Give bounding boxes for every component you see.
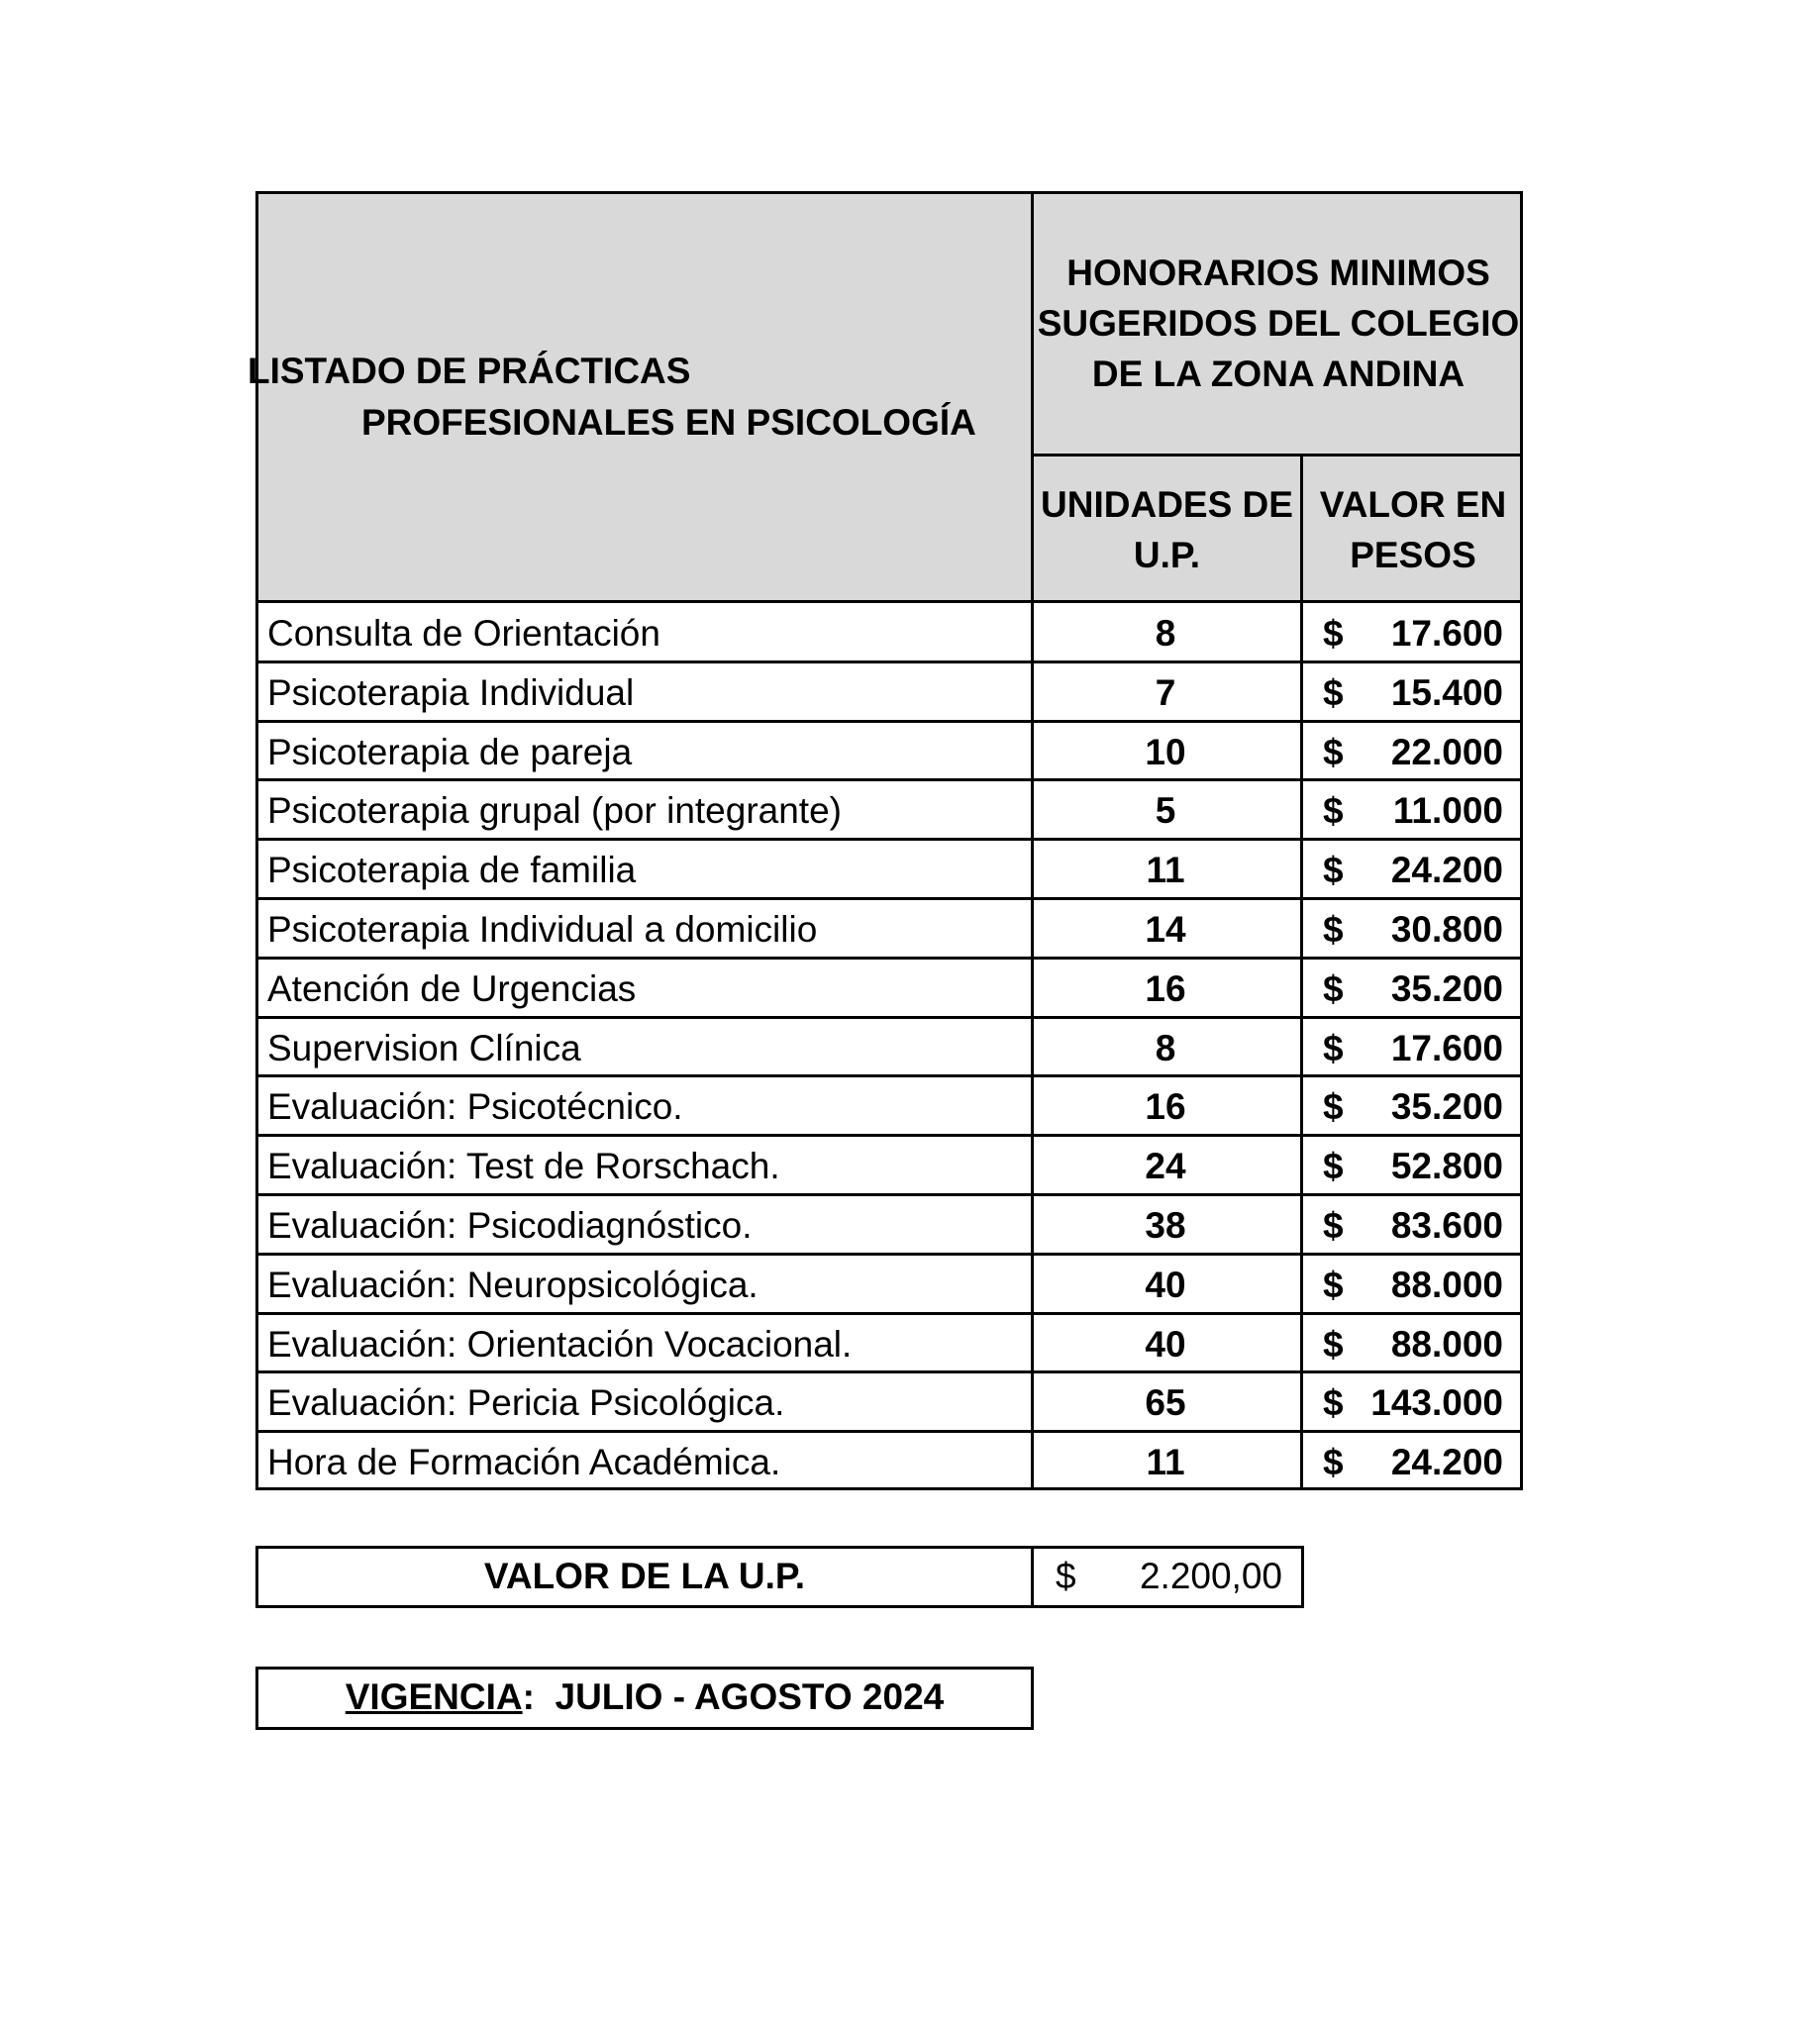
practice-units: 5 [1155,790,1176,831]
practice-currency: $ [1323,732,1344,772]
practice-currency: $ [1323,1146,1344,1186]
practice-units: 14 [1145,909,1186,950]
up-value-amount: 2.200,00 [1139,1556,1282,1596]
practice-units: 40 [1145,1265,1186,1305]
practice-name: Evaluación: Psicodiagnóstico. [267,1205,753,1246]
table-row [255,780,1523,840]
practice-amount: 17.600 [1390,613,1503,654]
fees-group-line1: HONORARIOS MINIMOS [1066,253,1490,293]
table-row [255,1136,1523,1195]
col-header-units [1034,479,1300,580]
practice-currency: $ [1323,1324,1344,1365]
practice-amount: 24.200 [1390,850,1503,890]
practice-units: 11 [1146,1442,1185,1482]
practice-currency: $ [1323,1205,1344,1246]
practice-amount: 30.800 [1390,909,1503,950]
practice-units: 38 [1145,1205,1186,1246]
practice-currency: $ [1323,909,1344,950]
vigencia-separator: : [522,1676,535,1717]
practice-name: Evaluación: Pericia Psicológica. [267,1382,785,1423]
practice-name: Psicoterapia Individual [267,672,635,713]
practice-units: 16 [1145,968,1186,1009]
header-title-line1: LISTADO DE PRÁCTICAS [248,351,691,391]
fees-group-line2: SUGERIDOS DEL COLEGIO [1037,303,1520,344]
col-header-value [1303,479,1523,580]
practice-name: Psicoterapia grupal (por integrante) [267,790,842,831]
practice-units: 65 [1145,1382,1186,1423]
practice-name: Evaluación: Orientación Vocacional. [267,1324,853,1365]
practice-amount: 24.200 [1390,1442,1503,1482]
table-row [255,1372,1523,1432]
col-value-line1: VALOR EN [1319,484,1507,525]
table-row [255,1018,1523,1077]
practice-units: 16 [1145,1086,1186,1127]
practice-units: 8 [1155,1028,1176,1068]
practice-amount: 52.800 [1390,1146,1503,1186]
fees-group-line3: DE LA ZONA ANDINA [1091,354,1466,394]
practice-amount: 22.000 [1390,732,1503,772]
practice-amount: 83.600 [1390,1205,1503,1246]
practice-amount: 35.200 [1390,968,1503,1009]
practice-name: Hora de Formación Académica. [267,1442,781,1482]
practice-name: Evaluación: Psicotécnico. [267,1086,683,1127]
practice-name: Atención de Urgencias [267,968,637,1009]
practice-amount: 143.000 [1370,1382,1503,1423]
practice-amount: 11.000 [1392,790,1503,831]
col-units-line2: U.P. [1133,535,1201,575]
practice-units: 40 [1145,1324,1186,1365]
table-row [255,1255,1523,1314]
practice-units: 8 [1155,613,1176,654]
fees-group-header [1034,248,1523,399]
practice-units: 11 [1146,850,1185,890]
practice-amount: 17.600 [1390,1028,1503,1068]
vigencia-label: VIGENCIA [345,1676,523,1717]
practice-units: 7 [1155,672,1176,713]
practice-name: Consulta de Orientación [267,613,660,654]
table-row [255,840,1523,899]
table-row [255,1076,1523,1136]
table-row [255,662,1523,722]
header-title-line2: PROFESIONALES EN PSICOLOGÍA [361,402,976,443]
table-row [255,722,1523,781]
up-value-divider [1031,1546,1034,1608]
practice-amount: 35.200 [1390,1086,1503,1127]
practice-amount: 88.000 [1390,1324,1503,1365]
practice-currency: $ [1323,613,1344,654]
table-row [255,899,1523,959]
practice-name: Supervision Clínica [267,1028,581,1068]
practice-currency: $ [1323,672,1344,713]
practice-currency: $ [1323,790,1344,831]
col-units-line1: UNIDADES DE [1041,484,1293,525]
practice-units: 24 [1145,1146,1186,1186]
practice-name: Psicoterapia de pareja [267,732,633,772]
practice-amount: 15.400 [1390,672,1503,713]
vigencia-text [258,1668,1031,1727]
header-divider-horizontal [1031,454,1523,456]
table-row [255,1314,1523,1373]
practice-name: Evaluación: Test de Rorschach. [267,1146,780,1186]
table-row [255,1432,1523,1491]
practice-currency: $ [1323,1442,1344,1482]
table-row [255,1195,1523,1255]
practice-currency: $ [1323,968,1344,1009]
up-value-label: VALOR DE LA U.P. [483,1556,806,1596]
practice-name: Psicoterapia Individual a domicilio [267,909,818,950]
vigencia-period: JULIO - AGOSTO 2024 [555,1676,945,1717]
practice-units: 10 [1145,732,1186,772]
practice-currency: $ [1323,850,1344,890]
practice-currency: $ [1323,1086,1344,1127]
up-value-currency: $ [1056,1556,1076,1596]
table-row [255,959,1523,1018]
practice-amount: 88.000 [1390,1265,1503,1305]
practice-currency: $ [1323,1382,1344,1423]
practice-currency: $ [1323,1265,1344,1305]
practice-name: Evaluación: Neuropsicológica. [267,1265,758,1305]
col-value-line2: PESOS [1350,535,1476,575]
practice-name: Psicoterapia de familia [267,850,637,890]
practice-currency: $ [1323,1028,1344,1068]
table-row [255,603,1523,662]
